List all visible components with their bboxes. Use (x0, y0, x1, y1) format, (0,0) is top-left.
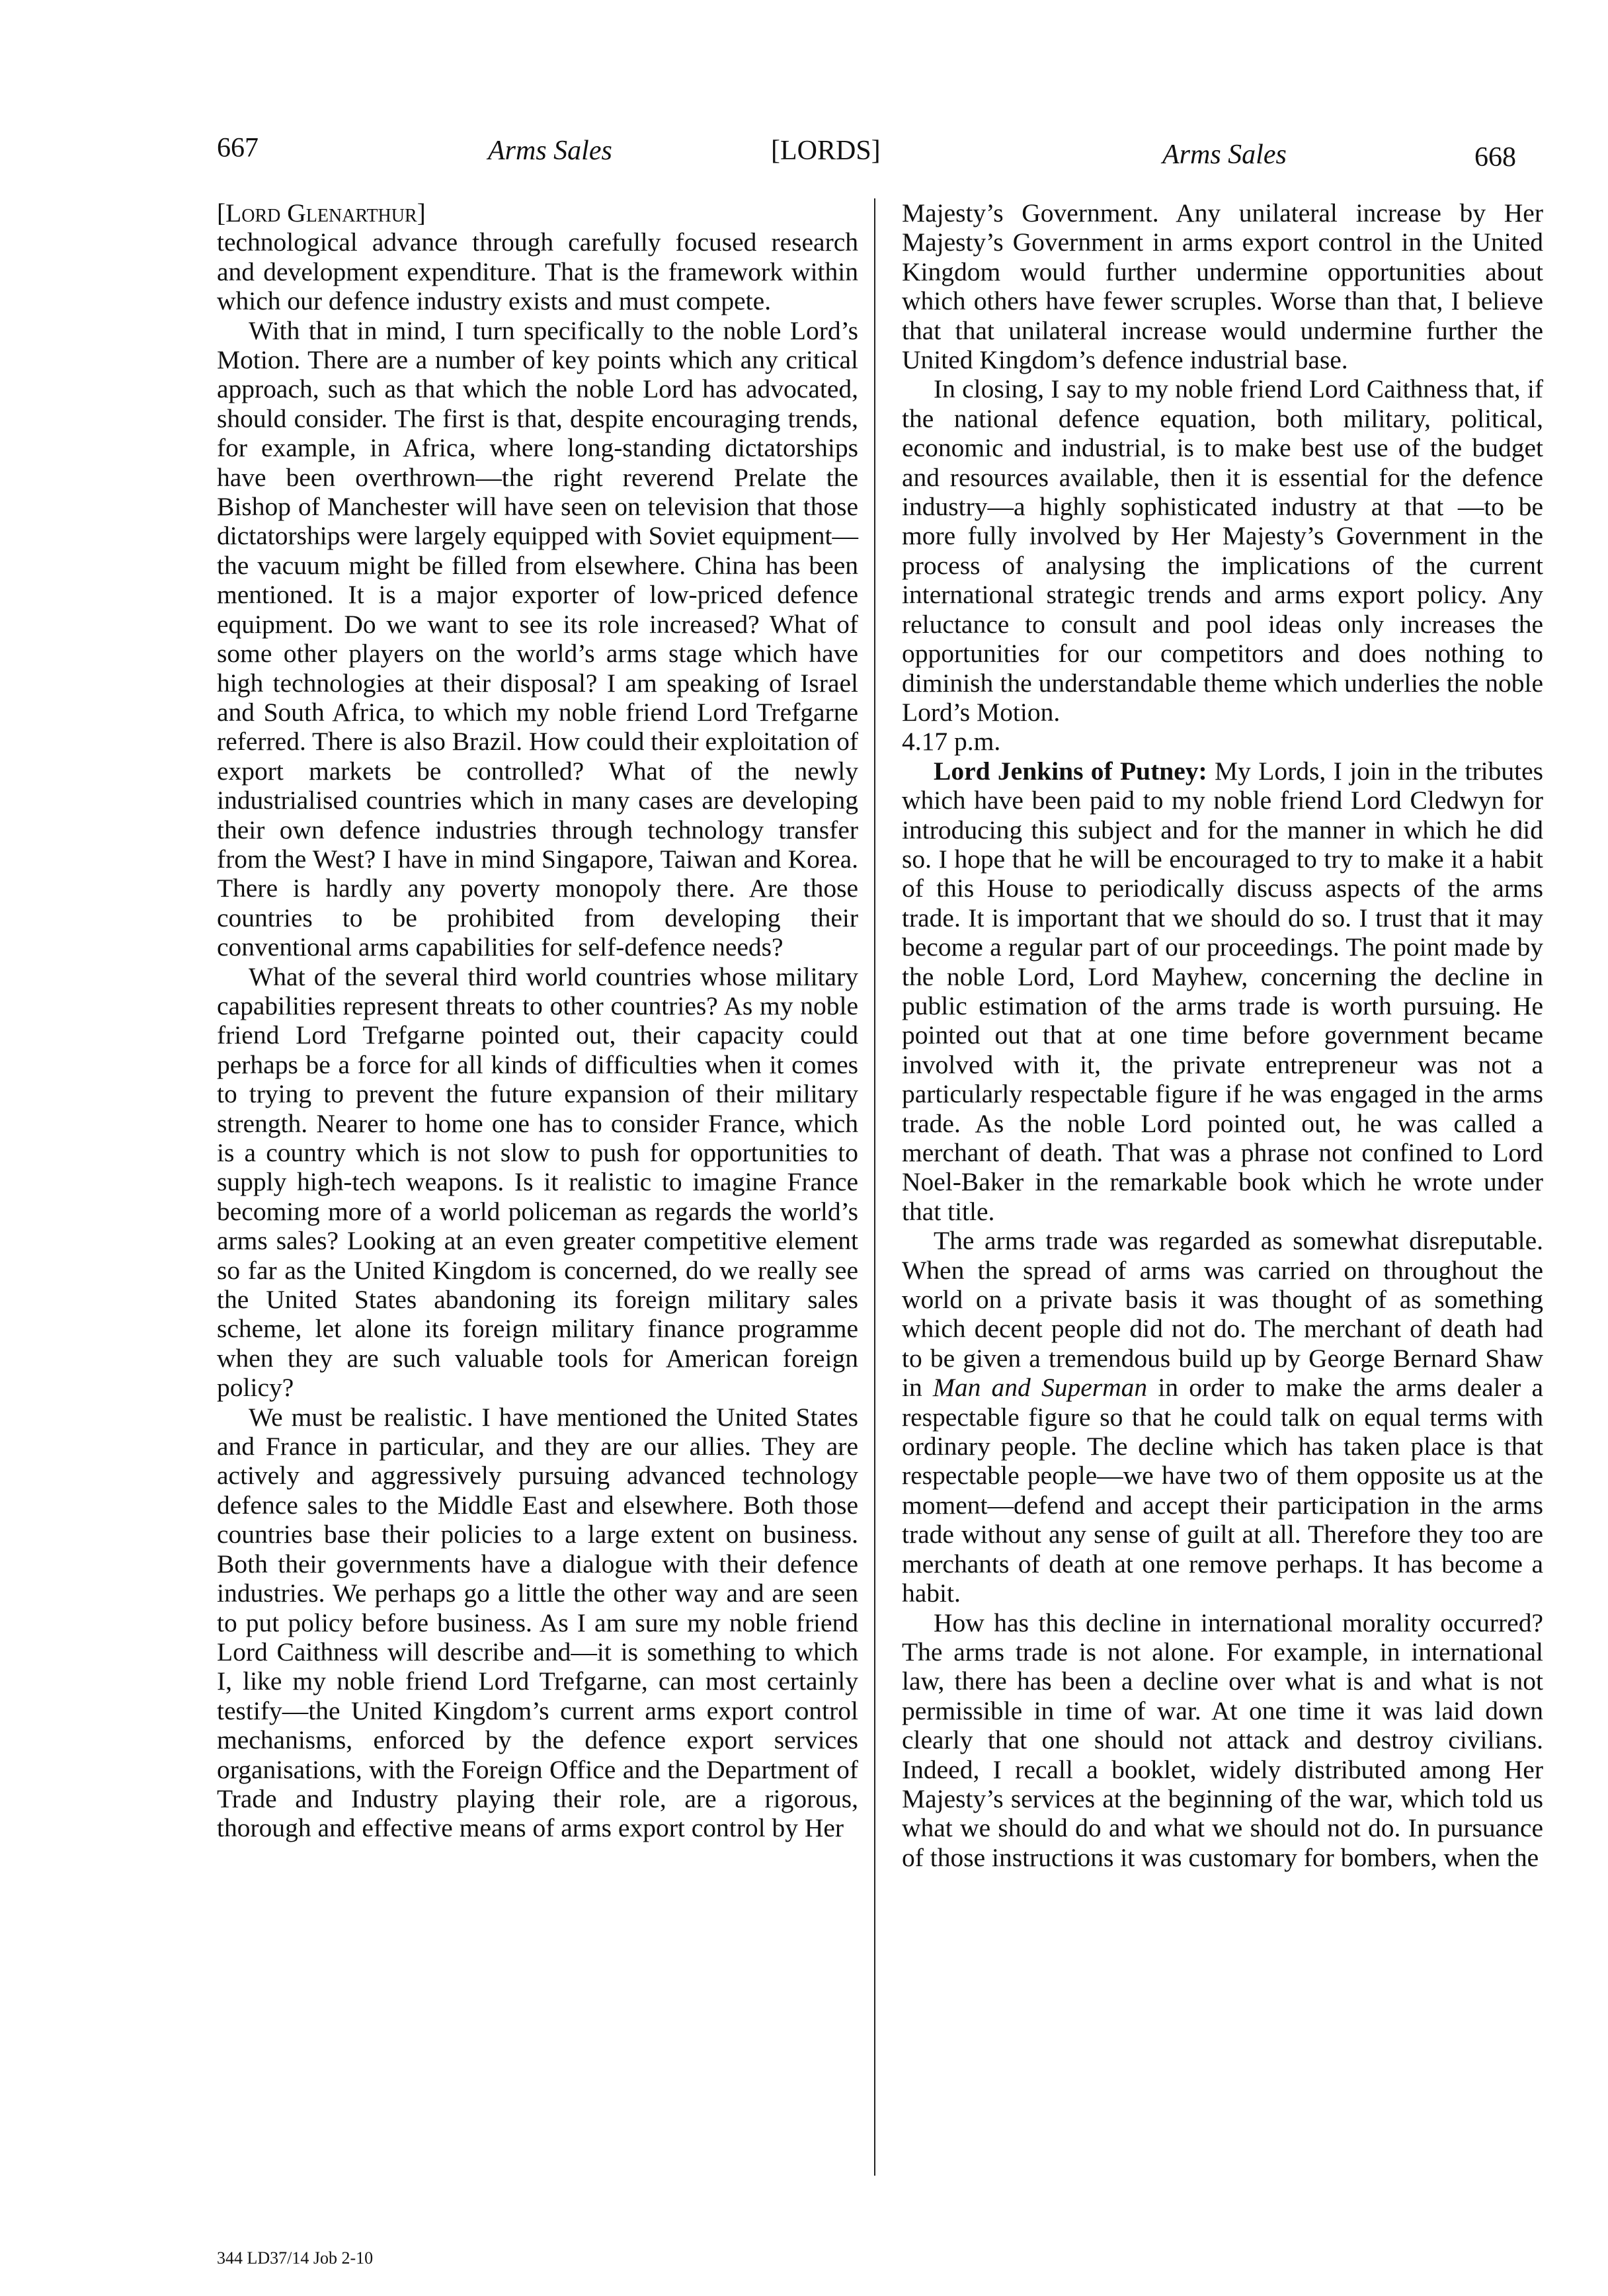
print-code: 344 LD37/14 Job 2-10 (217, 2248, 374, 2268)
speaker-name: Lord Jenkins of Putney: (934, 756, 1207, 786)
paragraph: We must be realistic. I have mentioned the United States and France in particular, and they are our allies. They are actively and aggressively pursuing advanced technology defence sales to the Middle East and elsewhere. Both those countries base their policies to a large extent on business. Both their governments have a dialogue with their defence industries. We perhaps go a little the other way and are seen to put policy before business. As I am sure my noble friend Lord Caithness will describe and—it is something to which I, like my noble friend Lord Trefgarne, can most certainly testify—the United Kingdom’s current arms export control mechanisms, enforced by the defence export services organisations, with the Foreign Office and the Department of Trade and Industry playing their role, are a rigorous, thorough and effective means of arms export control by Her (217, 1402, 858, 1843)
page-number-right: 668 (1474, 142, 1516, 173)
left-column (217, 198, 858, 1843)
speech-text: in order to make the arms dealer a respectable figure so that he could talk on equal terms with ordinary people. The decline which has taken place is that respectable people—we have two of them opposite us at the moment—defend and accept their participation in the arms trade without any sense of guilt at all. Therefore they too are merchants of death at one remove perhaps. It has become a habit. (902, 1373, 1544, 1608)
running-title-left: Arms Sales (488, 136, 612, 166)
house-label: [LORDS] (771, 136, 881, 166)
speech-text: My Lords, I join in the tributes which have been paid to my noble friend Lord Cledwyn for introducing this subject and for the manner in which he did so. I hope that he will be encouraged to try to make it a habit of this House to periodically discuss aspects of the arms trade. It is important that we should do so. I trust that it may become a regular part of our proceedings. The point made by the noble Lord, Lord Mayhew, concerning the decline in public estimation of the arms trade is worth pursuing. He pointed out that at one time before government became involved with it, the private entrepreneur was not a particularly respectable figure if he was engaged in the arms trade. As the noble Lord pointed out, he was called a merchant of death. That was a phrase not confined to Lord Noel-Baker in the remarkable book which he wrote under that title. (902, 756, 1544, 1226)
paragraph: technological advance through carefully focused research and development expenditure. That is the framework within which our defence industry exists and must compete. (217, 227, 858, 316)
paragraph: With that in mind, I turn specifically to the noble Lord’s Motion. There are a number of key points which any critical approach, such as that which the noble Lord has advocated, should consider. The first is that, despite encouraging trends, for example, in Africa, where long-standing dictatorships have been overthrown—the right reverend Prelate the Bishop of Manchester will have seen on television that those dictatorships were largely equipped with Soviet equipment—the vacuum might be filled from elsewhere. China has been mentioned. It is a major exporter of low-priced defence equipment. Do we want to see its role increased? What of some other players on the world’s arms stage which have high technologies at their disposal? I am speaking of Israel and South Africa, to which my noble friend Lord Trefgarne referred. There is also Brazil. How could their exploitation of export markets be controlled? What of the newly industrialised countries which in many cases are developing their own defence industries through technology transfer from the West? I have in mind Singapore, Taiwan and Korea. There is hardly any poverty monopoly there. Are those countries to be prohibited from developing their conventional arms capabilities for self-defence needs? (217, 315, 858, 962)
paragraph (902, 757, 1543, 1227)
book-title: Man and Superman (932, 1373, 1148, 1403)
paragraph: Majesty’s Government. Any unilateral increase by Her Majesty’s Government in arms export control in the United Kingdom would further undermine opportunities about which others have fewer scruples. Worse than that, I believe that that unilateral increase would undermine further the United Kingdom’s defence industrial base. (902, 198, 1543, 375)
paragraph: What of the several third world countries whose military capabilities represent threats to other countries? As my noble friend Lord Trefgarne pointed out, their capacity could perhaps be a force for all kinds of difficulties when it comes to trying to prevent the future expansion of their military strength. Nearer to home one has to consider France, which is a country which is not slow to push for opportunities to supply high-tech weapons. Is it realistic to imagine France becoming more of a world policeman as regards the world’s arms sales? Looking at an even greater competitive element so far as the United Kingdom is concerned, do we really see the United States abandoning its foreign military sales scheme, let alone its foreign military finance programme when they are such valuable tools for American foreign policy? (217, 962, 858, 1403)
speech-text: The arms trade was regarded as somewhat disreputable. When the spread of arms was carried on throughout the world on a private basis it was thought of as something which decent people did not do. The merchant of death had to be given a tremendous build up by George Bernard Shaw in (902, 1226, 1543, 1403)
page-header (0, 132, 1608, 185)
paragraph: In closing, I say to my noble friend Lord Caithness that, if the national defence equation, both military, political, economic and industrial, is to make best use of the budget and resources available, then it is essential for the defence industry—a highly sophisticated industry at that —to be more fully involved by Her Majesty’s Government in the process of analysing the implications of the current international strategic trends and arms export policy. Any reluctance to consult and pool ideas only increases the opportunities for our competitors and does nothing to diminish the understandable theme which underlies the noble Lord’s Motion. (902, 374, 1543, 727)
right-column (902, 198, 1543, 1872)
column-divider (874, 198, 875, 2176)
paragraph (902, 1226, 1543, 1608)
speaker-tag: [Lord Glenarthur] (217, 198, 426, 227)
page-number-left: 667 (217, 133, 259, 163)
paragraph: How has this decline in international morality occurred? The arms trade is not alone. For example, in international law, there has been a decline over what is and what is not permissible in time of war. At one time it was laid down clearly that one should not attack and destroy civilians. Indeed, I recall a booklet, widely distributed among Her Majesty’s services at the beginning of the war, which told us what we should do and what we should not do. In pursuance of those instructions it was customary for bombers, when the (902, 1608, 1543, 1872)
time-stamp: 4.17 p.m. (902, 727, 1001, 757)
running-title-right: Arms Sales (1162, 140, 1287, 170)
